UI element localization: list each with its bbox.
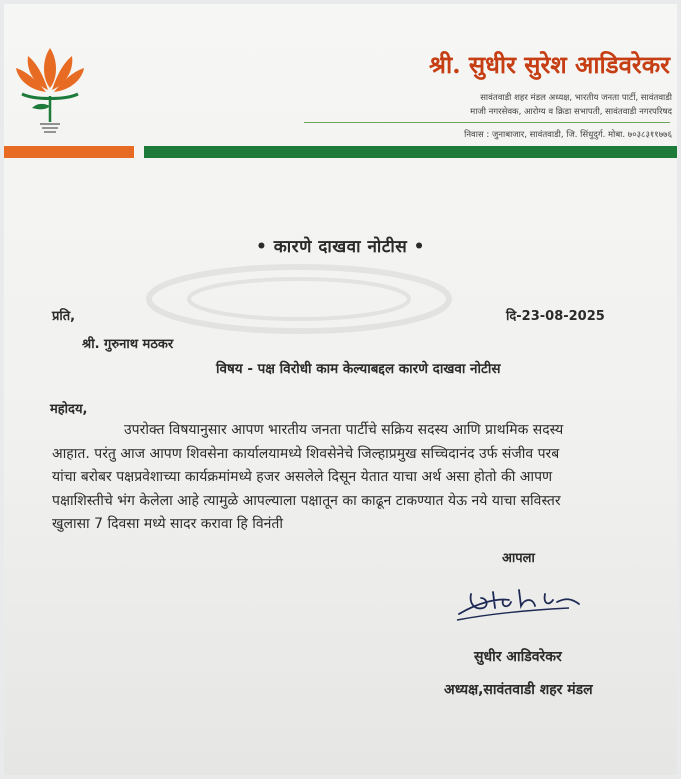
recipient-name: श्री. गुरुनाथ मठकर [82,337,174,352]
body-line: यांचा बरोबर पक्षप्रवेशाच्या कार्यक्रमांमध्ये हजर असलेले दिसून येतात याचा अर्थ असा होतो की आपण [52,469,553,485]
letter-page [4,4,677,775]
signatory-designation: अध्यक्ष,सावंतवाडी शहर मंडल [444,682,593,698]
letterhead-address: निवास : जुनाबाजार, सावंतवाडी, जि. सिंधुदुर्ग. मोबा. ७०३८३११७७६ [464,130,672,140]
lotus-logo-icon [14,44,86,136]
to-label: प्रति, [52,309,76,324]
body-line: उपरोक्त विषयानुसार आपण भारतीय जनता पार्टीचे सक्रिय सदस्य आणि प्राथमिक सदस्य [124,422,564,438]
letterhead-name: श्री. सुधीर सुरेश आडिवरेकर [429,50,670,79]
notice-title: • कारणे दाखवा नोटीस • [255,237,426,257]
notice-date: दि-23-08-2025 [506,309,605,324]
watermark-logo [134,259,464,339]
saffron-band [4,146,134,158]
green-band [144,146,677,158]
subject-line: विषय - पक्ष विरोधी काम केल्याबद्दल कारणे दाखवा नोटीस [216,361,501,377]
handwritten-signature [449,574,589,634]
body-line: खुलासा 7 दिवसा मध्ये सादर करावा हि विनंती [52,516,284,532]
notice-body [52,419,627,537]
letterhead-divider [304,122,670,123]
body-line: पक्षाशिस्तीचे भंग केलेला आहे त्यामुळे आपल्याला पक्षातून का काढून टाकण्यात येऊ नये याचा सविस्तर [52,492,561,509]
body-line: आहात. परंतु आज आपण शिवसेना कार्यालयामध्ये शिवसेनेचे जिल्हाप्रमुख सच्चिदानंद उर्फ संजीव परब [52,445,560,462]
signatory-name: सुधीर आडिवरेकर [474,649,562,665]
letterhead-designation-2: माजी नगरसेवक, आरोग्य व क्रिडा सभापती, सावंतवाडी नगरपरिषद [470,107,672,117]
salutation: महोदय, [50,402,88,417]
letterhead-designation-1: सावंतवाडी शहर मंडल अध्यक्ष, भारतीय जनता पार्टी, सावंतवाडी [480,93,672,103]
closing: आपला [502,551,535,566]
